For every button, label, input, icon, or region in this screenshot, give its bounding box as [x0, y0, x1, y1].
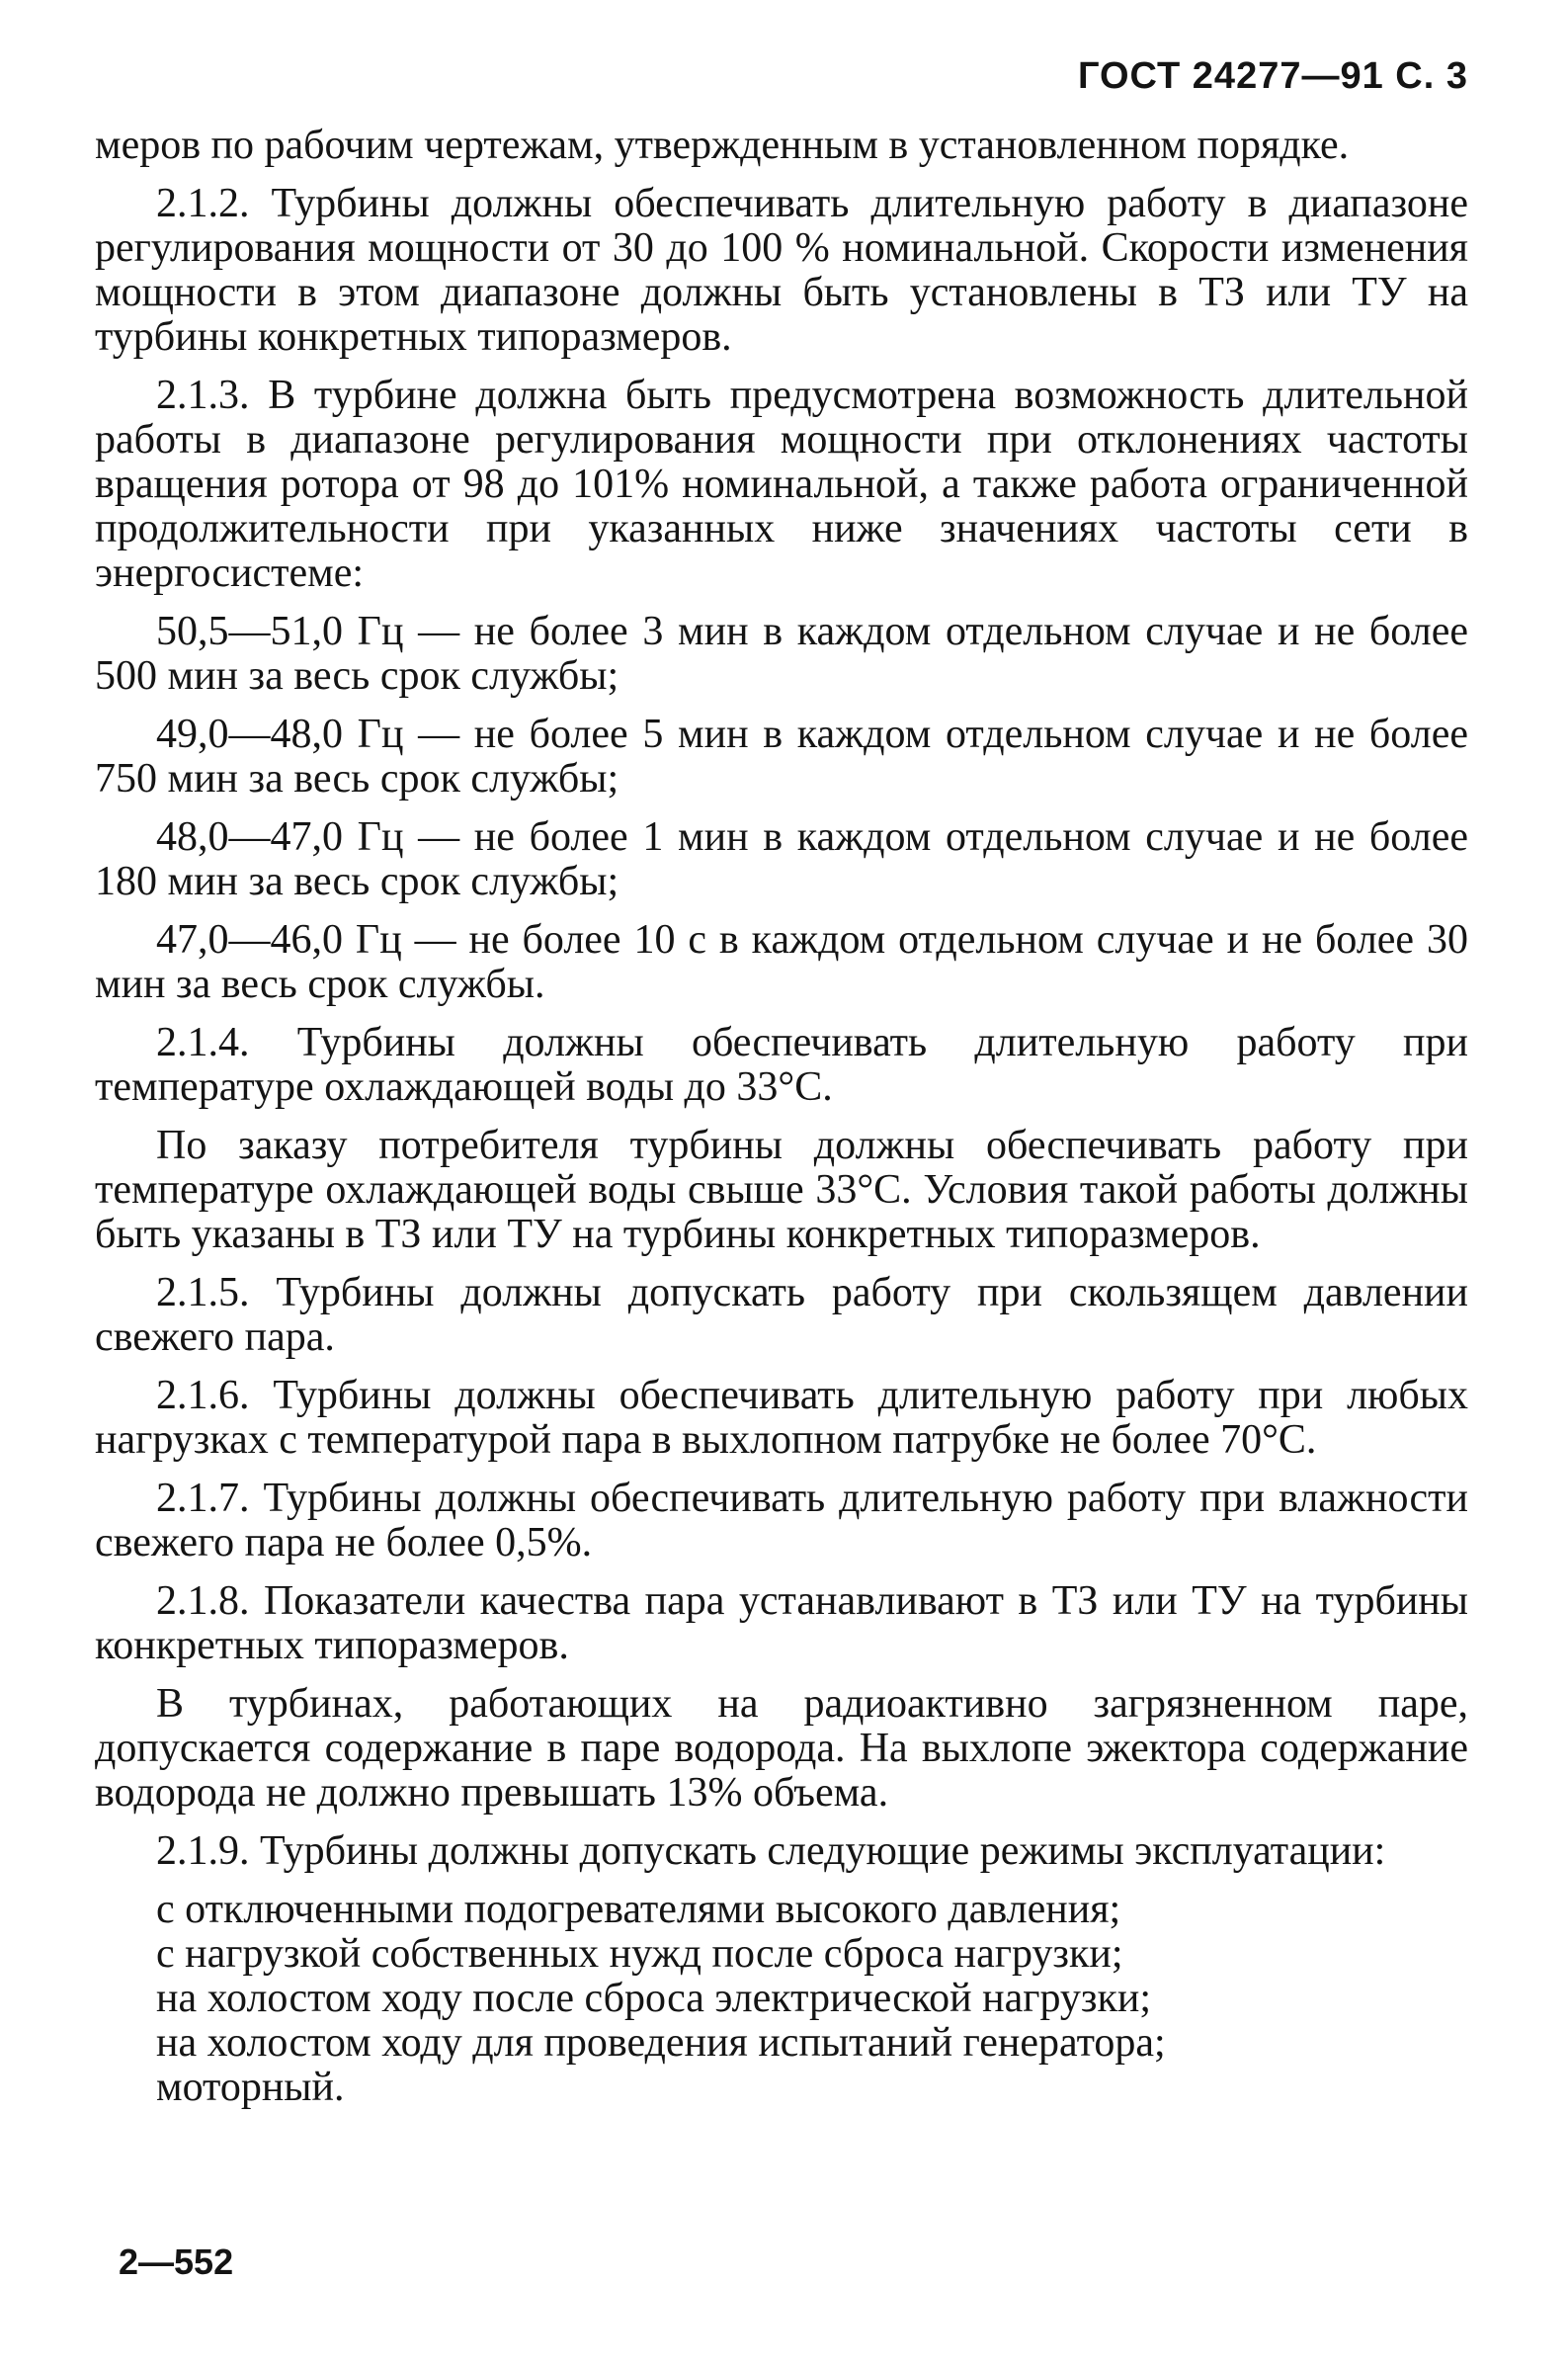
paragraph-2-1-3: 2.1.3. В турбине должна быть предусмотрена возможность длительной работы в диапазоне регулирования мощности при отклонениях частоты вращения ротора от 98 до 101% номинальной, а также работа ограниченной продолжительности при указанных ниже значениях частоты сети в энергосистеме: [95, 373, 1468, 596]
list-item: с нагрузкой собственных нужд после сброса нагрузки; [156, 1931, 1123, 1977]
paragraph-radioactive-steam: В турбинах, работающих на радиоактивно загрязненном паре, допускается содержание в паре водорода. На выхлопе эжектора содержание водорода не должно превышать 13% объема. [95, 1681, 1468, 1816]
document-page [95, 55, 1468, 2110]
paragraph-2-1-9: 2.1.9. Турбины должны допускать следующие режимы эксплуатации: [156, 1828, 1386, 1874]
paragraph-2-1-4: 2.1.4. Турбины должны обеспечивать длительную работу при температуре охлаждающей воды до 33°С. [95, 1020, 1468, 1110]
paragraph-2-1-5: 2.1.5. Турбины должны допускать работу при скользящем давлении свежего пара. [95, 1270, 1468, 1360]
paragraph-2-1-2: 2.1.2. Турбины должны обеспечивать длительную работу в диапазоне регулирования мощности от 30 до 100 % номинальной. Скорости изменения мощности в этом диапазоне должны быть установлены в ТЗ или ТУ на турбины конкретных типоразмеров. [95, 181, 1468, 360]
list-item: с отключенными подогревателями высокого давления; [156, 1887, 1121, 1932]
list-item: на холостом ходу для проведения испытаний генератора; [156, 2020, 1166, 2066]
paragraph-customer-order: По заказу потребителя турбины должны обеспечивать работу при температуре охлаждающей воды свыше 33°С. Условия такой работы должны быть указаны в ТЗ или ТУ на турбины конкретных типоразмеров. [95, 1123, 1468, 1257]
body-text [95, 124, 1468, 2110]
frequency-range-2: 49,0—48,0 Гц — не более 5 мин в каждом отдельном случае и не более 750 мин за весь срок службы; [95, 712, 1468, 802]
printer-signature: 2—552 [119, 2241, 234, 2282]
list-item: на холостом ходу после сброса электрической нагрузки; [156, 1976, 1152, 2021]
frequency-range-1: 50,5—51,0 Гц — не более 3 мин в каждом отдельном случае и не более 500 мин за весь срок службы; [95, 609, 1468, 699]
operation-modes-list [156, 1888, 1468, 2110]
paragraph-2-1-8: 2.1.8. Показатели качества пара устанавливают в ТЗ или ТУ на турбины конкретных типоразмеров. [95, 1578, 1468, 1668]
frequency-range-4: 47,0—46,0 Гц — не более 10 с в каждом отдельном случае и не более 30 мин за весь срок службы. [95, 917, 1468, 1007]
paragraph-2-1-6: 2.1.6. Турбины должны обеспечивать длительную работу при любых нагрузках с температурой пара в выхлопном патрубке не более 70°С. [95, 1373, 1468, 1463]
frequency-range-3: 48,0—47,0 Гц — не более 1 мин в каждом отдельном случае и не более 180 мин за весь срок службы; [95, 814, 1468, 904]
running-header: ГОСТ 24277—91 С. 3 [1077, 55, 1468, 97]
list-item: моторный. [156, 2065, 345, 2110]
paragraph-continuation: меров по рабочим чертежам, утвержденным в установленном порядке. [95, 123, 1350, 168]
paragraph-2-1-7: 2.1.7. Турбины должны обеспечивать длительную работу при влажности свежего пара не более 0,5%. [95, 1476, 1468, 1565]
